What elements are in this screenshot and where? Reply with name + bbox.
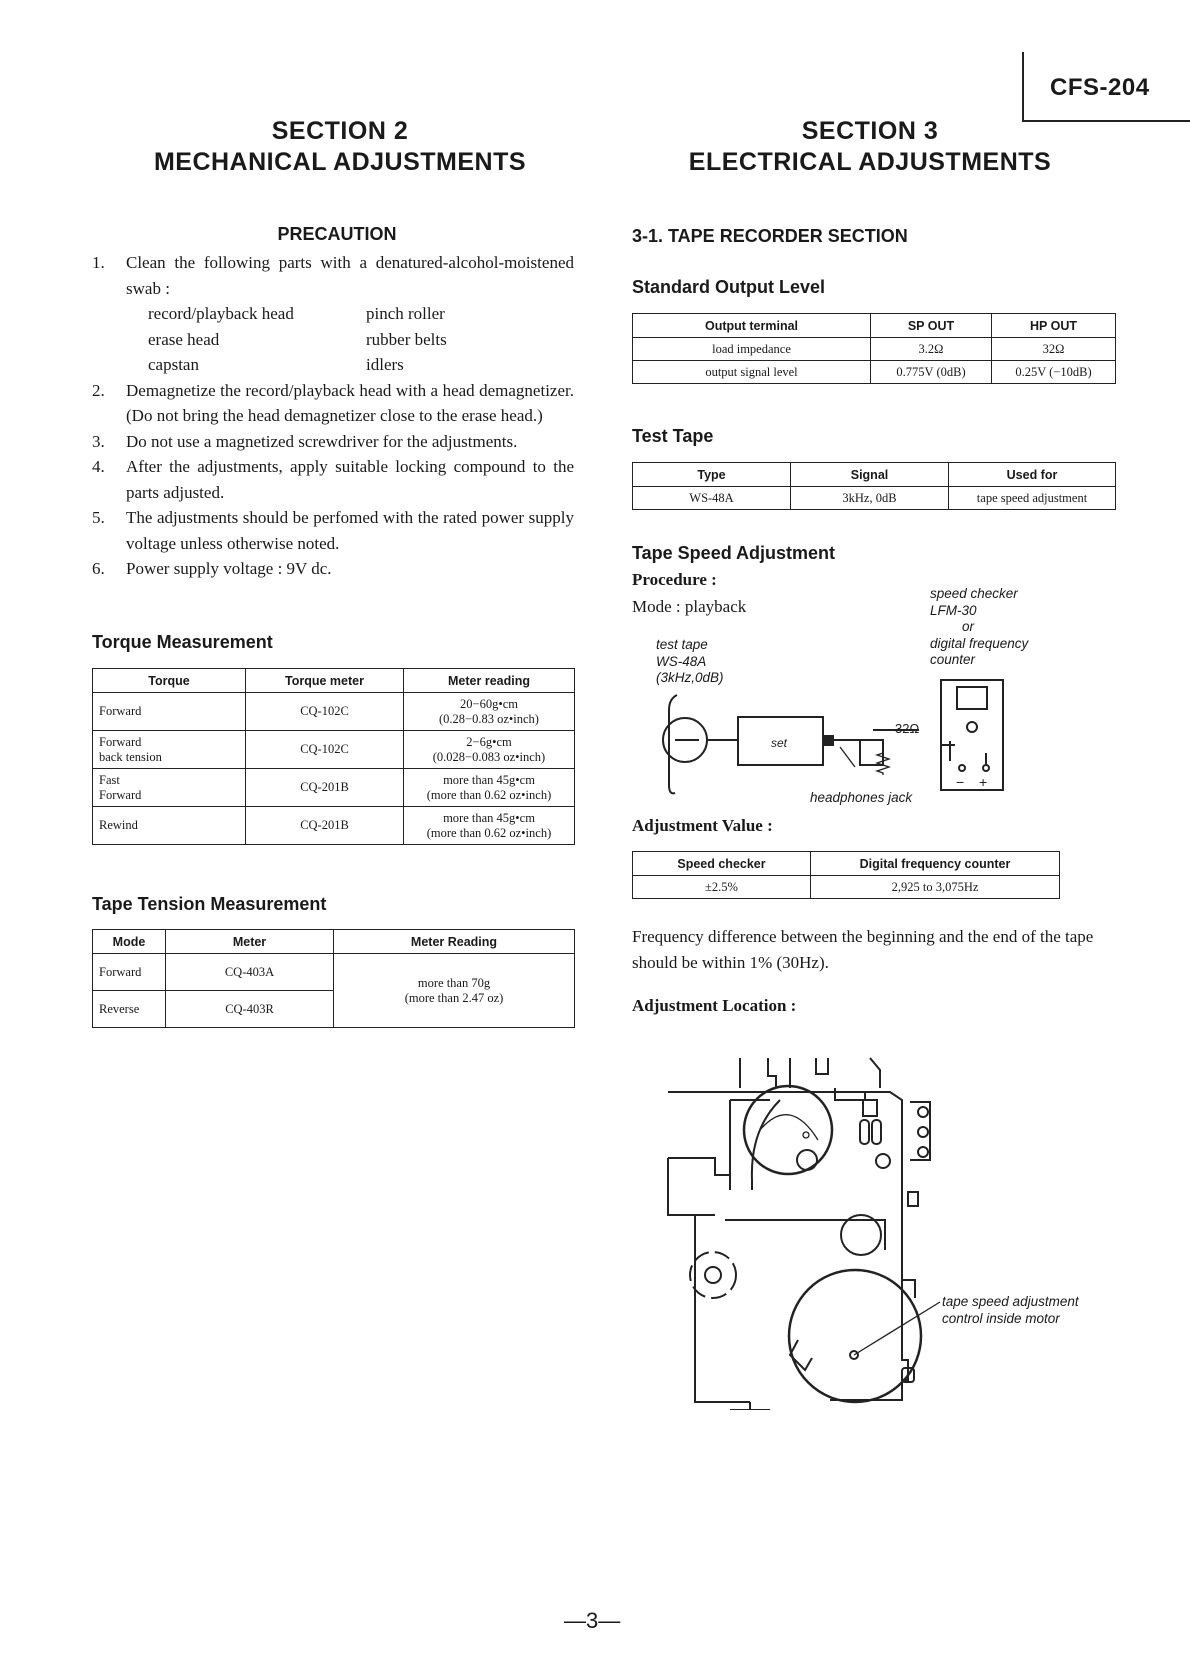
plus-terminal-label: + (979, 774, 988, 790)
table-row: Rewind CQ-201B more than 45g•cm (more than 0.62 oz•inch) (93, 807, 575, 845)
frequency-note: Frequency difference between the beginning and the end of the tape should be within 1% (30Hz). (632, 927, 1094, 972)
output-table: Output terminal SP OUT HP OUT load impedance 3.2Ω 32Ω output signal level 0.775V (0dB) 0.25V (−10dB) (632, 313, 1116, 384)
table-row: Forward CQ-102C 20−60g•cm (0.28−0.83 oz•inch) (93, 693, 575, 731)
set-label: set (771, 736, 788, 750)
precaution-item: 5. The adjustments should be perfomed with the rated power supply voltage unless otherwise noted. (92, 508, 574, 553)
section-3-title (650, 116, 1090, 178)
jack-pointer (840, 747, 855, 767)
torque-col-header: Torque (93, 669, 246, 693)
torque-table (92, 668, 575, 845)
connection-diagram (655, 675, 1010, 800)
precaution-item: 4. After the adjustments, apply suitable locking compound to the parts adjusted. (92, 457, 574, 502)
location-label: tape speed adjustment control inside motor (942, 1294, 1079, 1326)
tension-table (92, 929, 575, 1028)
precaution-list (92, 250, 574, 582)
mode-label: Mode : playback (632, 597, 747, 616)
gear-icon (690, 1252, 736, 1298)
parts-list: record/playback head pinch roller erase head rubber belts capstan idlers (148, 304, 447, 374)
mechanism-drawing (640, 1040, 980, 1410)
adj-value-table: Speed checker Digital frequency counter ±2.5% 2,925 to 3,075Hz (632, 851, 1060, 899)
table-row: output signal level 0.775V (0dB) 0.25V (−10dB) (633, 361, 1116, 384)
speed-checker-label: speed checker LFM-30 or digital frequency counter (930, 586, 1029, 667)
section-3-name: ELECTRICAL ADJUSTMENTS (688, 148, 1052, 176)
meter-knob (967, 722, 977, 732)
location-pointer (854, 1302, 940, 1355)
precaution-item: 6. Power supply voltage : 9V dc. (92, 559, 332, 578)
table-row: Reverse CQ-403R (93, 991, 575, 1028)
mode-col-header: Mode (93, 930, 166, 954)
idler-icon (797, 1150, 817, 1170)
meter-display (957, 687, 987, 709)
subsection-heading: 3-1. TAPE RECORDER SECTION (632, 226, 908, 246)
model-number: CFS-204 (1050, 74, 1150, 101)
meter-col-header: Meter (166, 930, 334, 954)
tension-heading: Tape Tension Measurement (92, 894, 327, 914)
torque-heading: Torque Measurement (92, 632, 273, 652)
table-row: Forward back tension CQ-102C 2−6g•cm (0.028−0.083 oz•inch) (93, 731, 575, 769)
precaution-item: 1. Clean the following parts with a denatured-alcohol-moistened swab : (92, 253, 574, 298)
procedure-label: Procedure : (632, 570, 717, 589)
precaution-item: 3. Do not use a magnetized screwdriver for the adjustments. (92, 431, 518, 451)
test-tape-heading: Test Tape (632, 426, 714, 446)
adj-location-heading: Adjustment Location : (632, 996, 797, 1015)
page-number: —3— (564, 1608, 621, 1633)
meter-box (941, 680, 1003, 790)
minus-terminal-label: − (956, 774, 965, 790)
section-2-title (120, 116, 560, 178)
resistor-label: 32Ω (895, 721, 920, 736)
torque-meter-col-header: Torque meter (246, 669, 404, 693)
tape-path-icon (669, 695, 677, 793)
table-row: ±2.5% 2,925 to 3,075Hz (633, 876, 1060, 899)
section-2-number: SECTION 2 (271, 117, 409, 145)
section-3-number: SECTION 3 (801, 117, 939, 145)
table-row: load impedance 3.2Ω 32Ω (633, 338, 1116, 361)
precaution-item: 2. Demagnetize the record/playback head with a head demagnetizer. (Do not bring the head demagnetizer close to the erase head.) (92, 380, 574, 425)
table-row: Forward CQ-403A more than 70g (more than 2.47 oz) (93, 954, 575, 991)
headphones-jack-label: headphones jack (810, 790, 913, 805)
test-tape-label: test tape WS-48A (3kHz,0dB) (656, 637, 724, 685)
meter-reading-col-header: Meter reading (404, 669, 575, 693)
precaution-heading: PRECAUTION (277, 224, 397, 244)
meter-reading-col-header: Meter Reading (334, 930, 575, 954)
std-output-heading: Standard Output Level (632, 277, 826, 297)
section-2-name: MECHANICAL ADJUSTMENTS (153, 148, 527, 176)
tape-speed-heading: Tape Speed Adjustment (632, 543, 836, 563)
table-row: Fast Forward CQ-201B more than 45g•cm (more than 0.62 oz•inch) (93, 769, 575, 807)
test-tape-table: Type Signal Used for WS-48A 3kHz, 0dB tape speed adjustment (632, 462, 1116, 510)
adj-value-heading: Adjustment Value : (632, 816, 773, 835)
flywheel-icon (744, 1086, 832, 1174)
table-row: WS-48A 3kHz, 0dB tape speed adjustment (633, 487, 1116, 510)
